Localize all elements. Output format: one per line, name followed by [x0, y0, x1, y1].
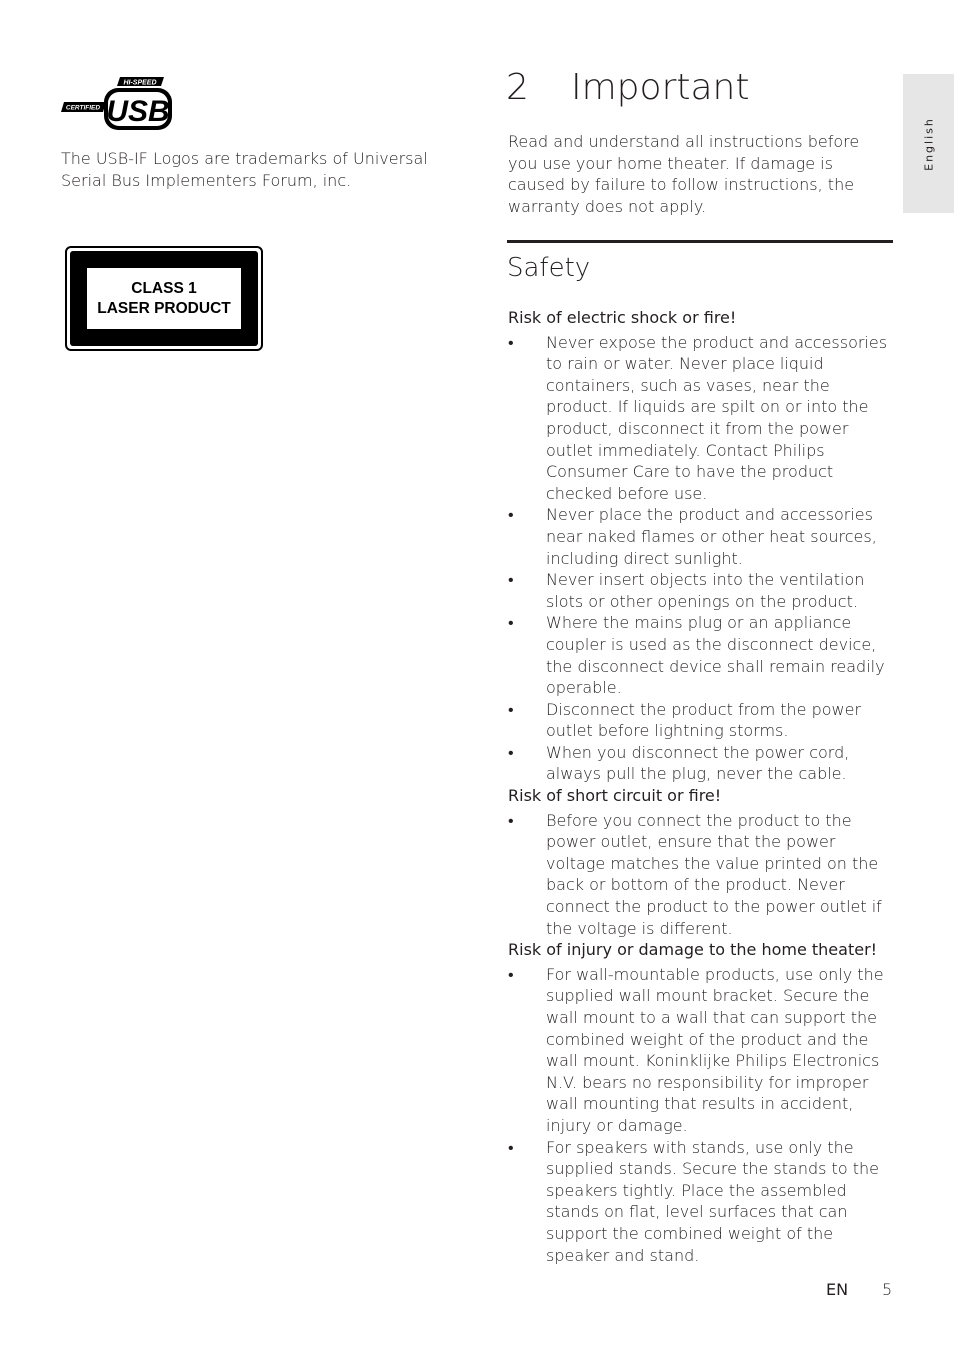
list-item: • Never expose the product and accessories to rain or water. Never place liquid containers, such as vases, near the product. If liquids are spilt on or into the product, disconnect it from the power outlet immediately. Contact Philips Consumer Care to have the product checked before use.: [508, 332, 888, 503]
language-tab-label: English: [922, 116, 935, 171]
laser-product-text: LASER PRODUCT: [97, 299, 231, 317]
risk-heading: Risk of injury or damage to the home theater!: [508, 940, 878, 960]
usb-trademark-notice: The USB-IF Logos are trademarks of Universal Serial Bus Implementers Forum, inc.: [61, 149, 428, 190]
laser-product-label: [65, 246, 263, 351]
language-tab: [903, 74, 954, 213]
chapter-number: 2: [506, 67, 529, 108]
risk-heading: Risk of short circuit or fire!: [508, 786, 722, 806]
list-item: • Never insert objects into the ventilation slots or other openings on the product.: [508, 570, 865, 611]
section-divider: [507, 240, 893, 243]
page-number: 5: [882, 1280, 893, 1299]
risk-block-short-circuit: [508, 785, 893, 939]
list-item: • Never place the product and accessories near naked flames or other heat sources, including direct sunlight.: [508, 505, 877, 568]
list-item: • When you disconnect the power cord, always pull the plug, never the cable.: [508, 742, 850, 784]
list-item: • Disconnect the product from the power outlet before lightning storms.: [508, 699, 862, 741]
logo-usb-text: USB: [106, 95, 170, 128]
risk-block-injury: [508, 939, 893, 1266]
risk-block-electric: [508, 307, 893, 785]
logo-certified-text: CERTIFIED: [65, 104, 101, 112]
footer-language-code: EN: [826, 1280, 849, 1299]
usb-hi-speed-logo: [60, 74, 176, 134]
laser-class-text: CLASS 1: [131, 279, 197, 297]
logo-hi-speed-text: HI-SPEED: [123, 79, 157, 87]
section-title: Safety: [507, 253, 591, 283]
list-item: • Before you connect the product to the power outlet, ensure that the power voltage matches the value printed on the back or bottom of the product. Never connect the product to the power outlet if the voltage is different.: [508, 810, 882, 938]
list-item: • Where the mains plug or an appliance coupler is used as the disconnect device, the disconnect device shall remain readily operable.: [508, 613, 885, 698]
intro-paragraph: Read and understand all instructions before you use your home theater. If damage is caused by failure to follow instructions, the warranty does not apply.: [508, 132, 860, 216]
list-item: • For wall-mountable products, use only the supplied wall mount bracket. Secure the wall mount to a wall that can support the combined weight of the product and the wall mount. Koninklijke Philips Electronics N.V. bears no responsibility for improper wall mounting that results in accident, injury or damage.: [508, 964, 884, 1135]
risk-heading: Risk of electric shock or fire!: [508, 308, 737, 327]
chapter-title: Important: [571, 67, 750, 108]
list-item: • For speakers with stands, use only the supplied stands. Secure the stands to the speakers tightly. Place the assembled stands on flat, level surfaces that can support the combined weight of the speaker and stand.: [508, 1137, 879, 1265]
safety-content: [508, 307, 893, 1266]
